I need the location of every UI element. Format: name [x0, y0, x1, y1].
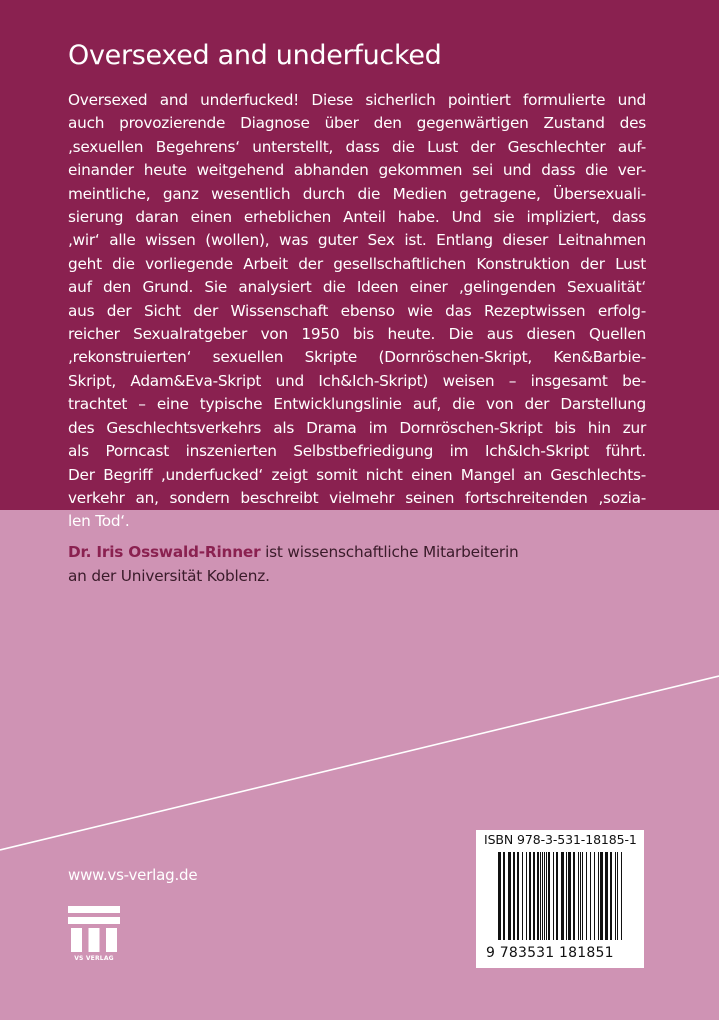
abstract-line: Skript, Adam&Eva-Skript und Ich&Ich-Skript) weisen – insgesamt be-	[68, 371, 646, 390]
barcode-icon	[498, 852, 623, 944]
abstract-line: als Porncast inszenierten Selbstbefriedigung im Ich&Ich-Skript führt.	[68, 442, 646, 461]
book-title: Oversexed and underfucked	[68, 40, 442, 71]
abstract-line: len Tod‘.	[68, 512, 130, 531]
abstract-line: auch provozierende Diagnose über den gegenwärtigen Zustand des	[68, 114, 646, 133]
abstract-line: Oversexed and underfucked! Diese sicherlich pointiert formulierte und	[68, 91, 646, 109]
abstract-line: aus der Sicht der Wissenschaft ebenso wie das Rezeptwissen erfolg-	[68, 301, 646, 320]
author-affiliation: an der Universität Koblenz.	[68, 567, 270, 585]
abstract-line: trachtet – eine typische Entwicklungslinie auf, die von der Darstellung	[68, 395, 646, 414]
abstract-line: meintliche, ganz wesentlich durch die Medien getragene, Übersexuali-	[68, 184, 646, 203]
abstract-line: ‚sexuellen Begehrens‘ unterstellt, dass die Lust der Geschlechter auf-	[68, 137, 646, 156]
author-name: Dr. Iris Osswald-Rinner	[68, 543, 261, 561]
barcode-digits: 9 783531 181851	[486, 945, 614, 961]
abstract-line: geht die vorliegende Arbeit der gesellschaftlichen Konstruktion der Lust	[68, 254, 646, 273]
abstract-line: ‚wir‘ alle wissen (wollen), was guter Sex ist. Entlang dieser Leitnahmen	[68, 231, 646, 250]
publisher-url[interactable]: www.vs-verlag.de	[68, 866, 198, 884]
logo-wordmark: VS VERLAG	[74, 955, 114, 962]
abstract-line: Der Begriff ‚underfucked‘ zeigt somit nicht einen Mangel an Geschlechts-	[68, 465, 646, 484]
isbn-label: ISBN 978-3-531-18185-1	[484, 832, 637, 847]
abstract-line: reicher Sexualratgeber von 1950 bis heute. Die aus diesen Quellen	[68, 325, 646, 344]
barcode-panel	[476, 830, 644, 968]
abstract-line: verkehr an, sondern beschreibt vielmehr seinen fortschreitenden ‚sozia-	[68, 488, 646, 507]
abstract-line: einander heute weitgehend abhanden gekommen sei und dass die ver-	[68, 161, 646, 180]
abstract-line: des Geschlechtsverkehrs als Drama im Dornröschen-Skript bis hin zur	[68, 418, 646, 437]
abstract-line: sierung daran einen erheblichen Anteil habe. Und sie impliziert, dass	[68, 208, 646, 227]
abstract-line: ‚rekonstruierten‘ sexuellen Skripte (Dornröschen-Skript, Ken&Barbie-	[68, 348, 646, 367]
abstract-line: auf den Grund. Sie analysiert die Ideen einer ‚gelingenden Sexualität‘	[68, 278, 646, 297]
author-role: ist wissenschaftliche Mitarbeiterin	[260, 543, 519, 561]
